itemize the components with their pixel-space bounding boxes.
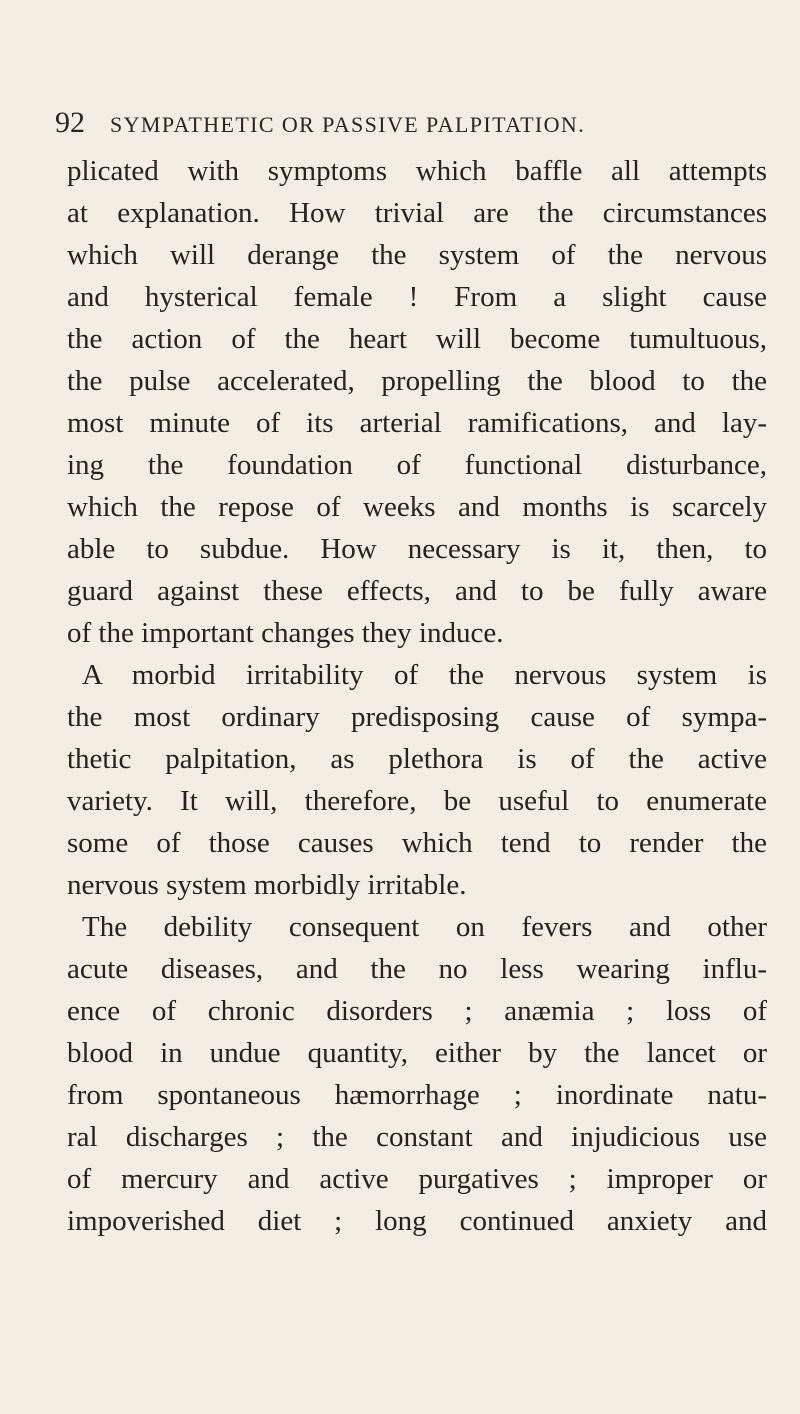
text-line: the action of the heart will become tumultuous, [67,323,767,355]
text-line: nervous system morbidly irritable. [67,869,467,901]
text-line: ral discharges ; the constant and injudicious use [67,1121,767,1153]
text-line: variety. It will, therefore, be useful to enumerate [67,785,767,817]
page-number: 92 [55,106,85,139]
text-line: which the repose of weeks and months is scarcely [67,491,767,523]
text-line: most minute of its arterial ramifications, and lay- [67,407,767,439]
text-line: guard against these effects, and to be fully aware [67,575,767,607]
text-line: The debility consequent on fevers and other [82,911,767,943]
text-line: the most ordinary predisposing cause of sympa- [67,701,767,733]
text-line: which will derange the system of the nervous [67,239,767,271]
text-line: acute diseases, and the no less wearing influ- [67,953,767,985]
text-line: thetic palpitation, as plethora is of the active [67,743,767,775]
page-header [55,106,755,140]
body-text [67,150,767,1242]
text-line: of mercury and active purgatives ; improper or [67,1163,767,1195]
text-line: plicated with symptoms which baffle all attempts [67,155,767,187]
text-line: able to subdue. How necessary is it, then, to [67,533,767,565]
running-title: SYMPATHETIC OR PASSIVE PALPITATION. [110,112,586,137]
text-line: ence of chronic disorders ; anæmia ; loss of [67,995,767,1027]
text-line: at explanation. How trivial are the circumstances [67,197,767,229]
text-line: and hysterical female ! From a slight cause [67,281,767,313]
text-line: some of those causes which tend to render the [67,827,767,859]
text-line: A morbid irritability of the nervous system is [82,659,767,691]
text-line: ing the foundation of functional disturbance, [67,449,767,481]
text-line: blood in undue quantity, either by the lancet or [67,1037,767,1069]
text-line: from spontaneous hæmorrhage ; inordinate natu- [67,1079,767,1111]
text-line: of the important changes they induce. [67,617,504,649]
text-line: impoverished diet ; long continued anxiety and [67,1205,767,1237]
text-line: the pulse accelerated, propelling the blood to the [67,365,767,397]
